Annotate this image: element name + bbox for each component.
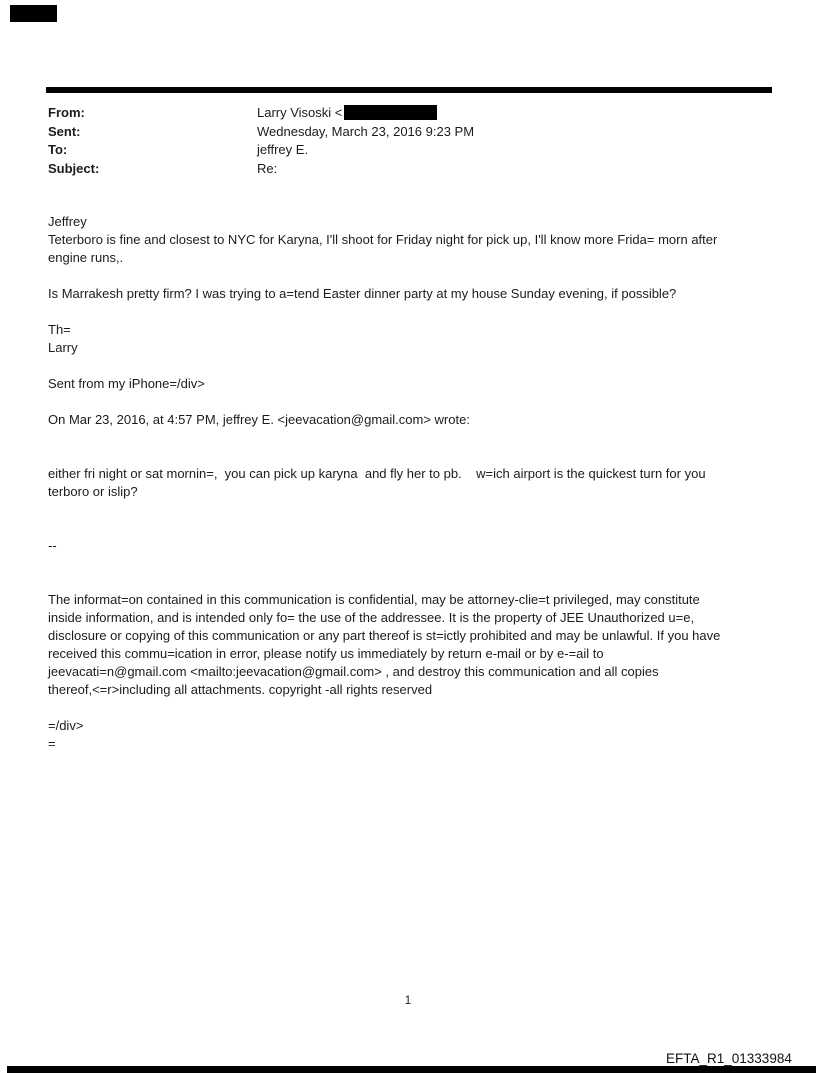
bottom-scan-bar: [7, 1066, 816, 1073]
body-line: jeevacati=n@gmail.com <mailto:jeevacation@gmail.com> , and destroy this communication and all copies: [48, 664, 659, 679]
body-line: disclosure or copying of this communication or any part thereof is st=ictly prohibited and may be unlawful. If you have: [48, 628, 721, 643]
from-value-text: Larry Visoski <: [257, 105, 343, 120]
body-line: Larry: [48, 340, 78, 355]
header-row-sent: [48, 123, 474, 142]
body-line: --: [48, 538, 57, 553]
body-line: inside information, and is intended only fo= the use of the addressee. It is the property of JEE Unauthorized u=e,: [48, 610, 695, 625]
subject-value: Re:: [257, 160, 278, 176]
body-line: [48, 429, 788, 447]
page-number: 1: [404, 995, 412, 1007]
subject-label: Subject:: [48, 160, 100, 176]
body-line: [48, 501, 788, 519]
body-line: [48, 447, 788, 465]
body-line: Teterboro is fine and closest to NYC for Karyna, I'll shoot for Friday night for pick up, I'll know more Frida= morn after: [48, 232, 718, 247]
header-row-to: [48, 141, 474, 160]
body-line: Th=: [48, 322, 71, 337]
header-divider: [46, 87, 772, 93]
body-line: [48, 519, 788, 537]
body-line: [48, 555, 788, 573]
body-line: [48, 699, 788, 717]
header-row-from: [48, 104, 474, 123]
body-line: received this commu=ication in error, please notify us immediately by return e-mail or by e-=ail to: [48, 646, 604, 661]
from-value: [257, 104, 437, 123]
body-line: [48, 267, 788, 285]
body-line: Jeffrey: [48, 214, 87, 229]
sent-value: Wednesday, March 23, 2016 9:23 PM: [257, 123, 475, 139]
to-value: jeffrey E.: [257, 142, 309, 158]
from-redaction-box: [344, 105, 437, 120]
body-line: [48, 357, 788, 375]
body-line: engine runs,.: [48, 250, 124, 265]
body-line: On Mar 23, 2016, at 4:57 PM, jeffrey E. <jeevacation@gmail.com> wrote:: [48, 412, 470, 427]
body-line: thereof,<=r>including all attachments. copyright -all rights reserved: [48, 682, 433, 697]
body-line: The informat=on contained in this communication is confidential, may be attorney-clie=t privileged, may constitute: [48, 592, 700, 607]
body-line: =/div>: [48, 718, 84, 733]
header-row-subject: [48, 160, 474, 179]
body-line: [48, 303, 788, 321]
to-label: To:: [48, 142, 68, 158]
body-line: [48, 573, 788, 591]
bates-number: EFTA_R1_01333984: [666, 1051, 792, 1066]
body-line: =: [48, 736, 56, 751]
body-line: Is Marrakesh pretty firm? I was trying to a=tend Easter dinner party at my house Sunday evening, if possible?: [48, 286, 677, 301]
top-left-redaction-mark: [10, 5, 57, 22]
email-body: [48, 213, 788, 753]
body-line: Sent from my iPhone=/div>: [48, 376, 205, 391]
email-header: [48, 104, 474, 178]
sent-label: Sent:: [48, 123, 81, 139]
from-label: From:: [48, 105, 85, 120]
body-line: either fri night or sat mornin=, you can pick up karyna and fly her to pb. w=ich airport is the quickest turn for you: [48, 466, 706, 481]
body-line: [48, 393, 788, 411]
body-line: terboro or islip?: [48, 484, 138, 499]
